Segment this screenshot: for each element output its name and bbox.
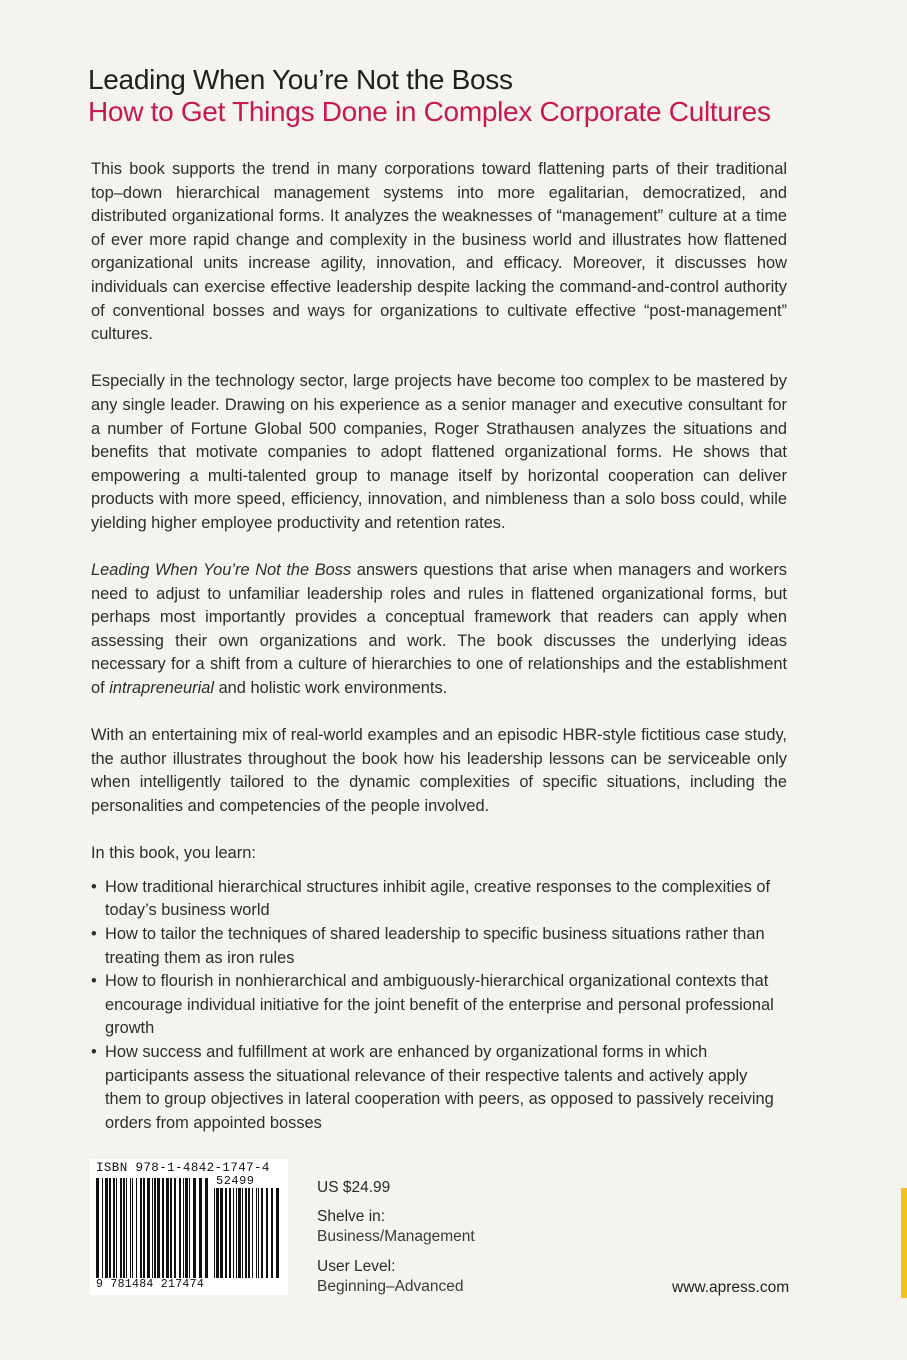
user-level-value: Beginning–Advanced xyxy=(317,1278,464,1295)
list-item xyxy=(91,876,787,923)
book-title: Leading When You’re Not the Boss xyxy=(88,64,513,95)
paragraph-3-text-b: and holistic work environments. xyxy=(214,679,448,698)
shelve-value: Business/Management xyxy=(317,1228,475,1245)
list-item xyxy=(91,970,787,1041)
spine-edge-stripe xyxy=(901,1188,907,1298)
bullet-icon: • xyxy=(91,877,97,896)
list-item-text: How to tailor the techniques of shared leadership to specific business situations rather than treating them as iron rules xyxy=(105,925,765,967)
italic-book-title: Leading When You’re Not the Boss xyxy=(91,561,352,580)
description-paragraph-2: Especially in the technology sector, large projects have become too complex to be mastered by any single leader. Drawing on his experience as a senior manager and executive consultant for a number of Fortune Global 500 companies, Roger Strathausen analyzes the situations and benefits that motivate companies to adopt flattened organizational forms. He shows that empowering a multi-talented group to manage itself by horizontal cooperation can deliver products with more speed, efficiency, innovation, and nimbleness than a solo boss could, while yielding higher employee productivity and retention rates. xyxy=(91,372,787,532)
description-paragraph-4: With an entertaining mix of real-world examples and an episodic HBR-style fictitious case study, the author illustrates throughout the book how his leadership lessons can be serviceable only when intelligently tailored to the dynamic complexities of specific situations, including the personalities and competencies of the people involved. xyxy=(91,726,787,816)
barcode-addon-bars-icon xyxy=(214,1188,280,1278)
bullet-icon: • xyxy=(91,925,97,943)
price-code: 52499 xyxy=(216,1174,255,1188)
learning-list xyxy=(91,876,787,1136)
publisher-website: www.apress.com xyxy=(672,1279,790,1296)
bullet-icon: • xyxy=(91,972,97,991)
price: US $24.99 xyxy=(317,1179,391,1196)
book-subtitle: How to Get Things Done in Complex Corporate Cultures xyxy=(88,96,771,127)
shelve-label: Shelve in: xyxy=(317,1208,386,1225)
list-item-text: How traditional hierarchical structures inhibit agile, creative responses to the complexities of today’s business world xyxy=(105,877,771,920)
description-paragraph-3 xyxy=(91,559,787,701)
ean-digits: 9 781484 217474 xyxy=(96,1278,205,1291)
list-item-text: How to flourish in nonhierarchical and ambiguously-hierarchical organizational contexts that encourage individual initiative for the joint benefit of the enterprise and personal professional growth xyxy=(105,972,774,1038)
list-item xyxy=(91,923,787,970)
isbn-label: ISBN 978-1-4842-1747-4 xyxy=(96,1161,270,1175)
cover-description xyxy=(91,158,787,1135)
description-paragraph-1: This book supports the trend in many corporations toward flattening parts of their traditional top–down hierarchical management systems into more egalitarian, democratized, and distributed organizational forms. It analyzes the weaknesses of “management” culture at a time of ever more rapid change and complexity in the business world and illustrates how flattened organizational units increase agility, innovation, and efficacy. Moreover, it discusses how individuals can exercise effective leadership despite lacking the command-and-control authority of conventional bosses and ways for organizations to cultivate effective “post-management” cultures. xyxy=(91,160,787,344)
list-item-text: How success and fulfillment at work are enhanced by organizational forms in which participants assess the situational relevance of their respective talents and actively apply them to group objectives in lateral cooperation with peers, as opposed to passively receiving orders from appointed bosses xyxy=(105,1042,774,1132)
isbn-barcode xyxy=(90,1159,288,1295)
barcode-bars-icon xyxy=(96,1178,208,1278)
bullet-icon: • xyxy=(91,1042,97,1061)
paragraph-3-text-a: answers questions that arise when managers and workers need to adjust to unfamiliar leadership roles and rules in flattened organizational forms, but perhaps most importantly provides a conceptual framework that readers can apply when assessing their own organizations and work. The book discusses the underlying ideas necessary for a shift from a culture of hierarchies to one of relationships and the establishment of xyxy=(91,561,787,698)
user-level-label: User Level: xyxy=(317,1258,396,1275)
learning-intro: In this book, you learn: xyxy=(91,844,256,863)
italic-term: intrapreneurial xyxy=(109,679,215,698)
list-item xyxy=(91,1041,787,1135)
